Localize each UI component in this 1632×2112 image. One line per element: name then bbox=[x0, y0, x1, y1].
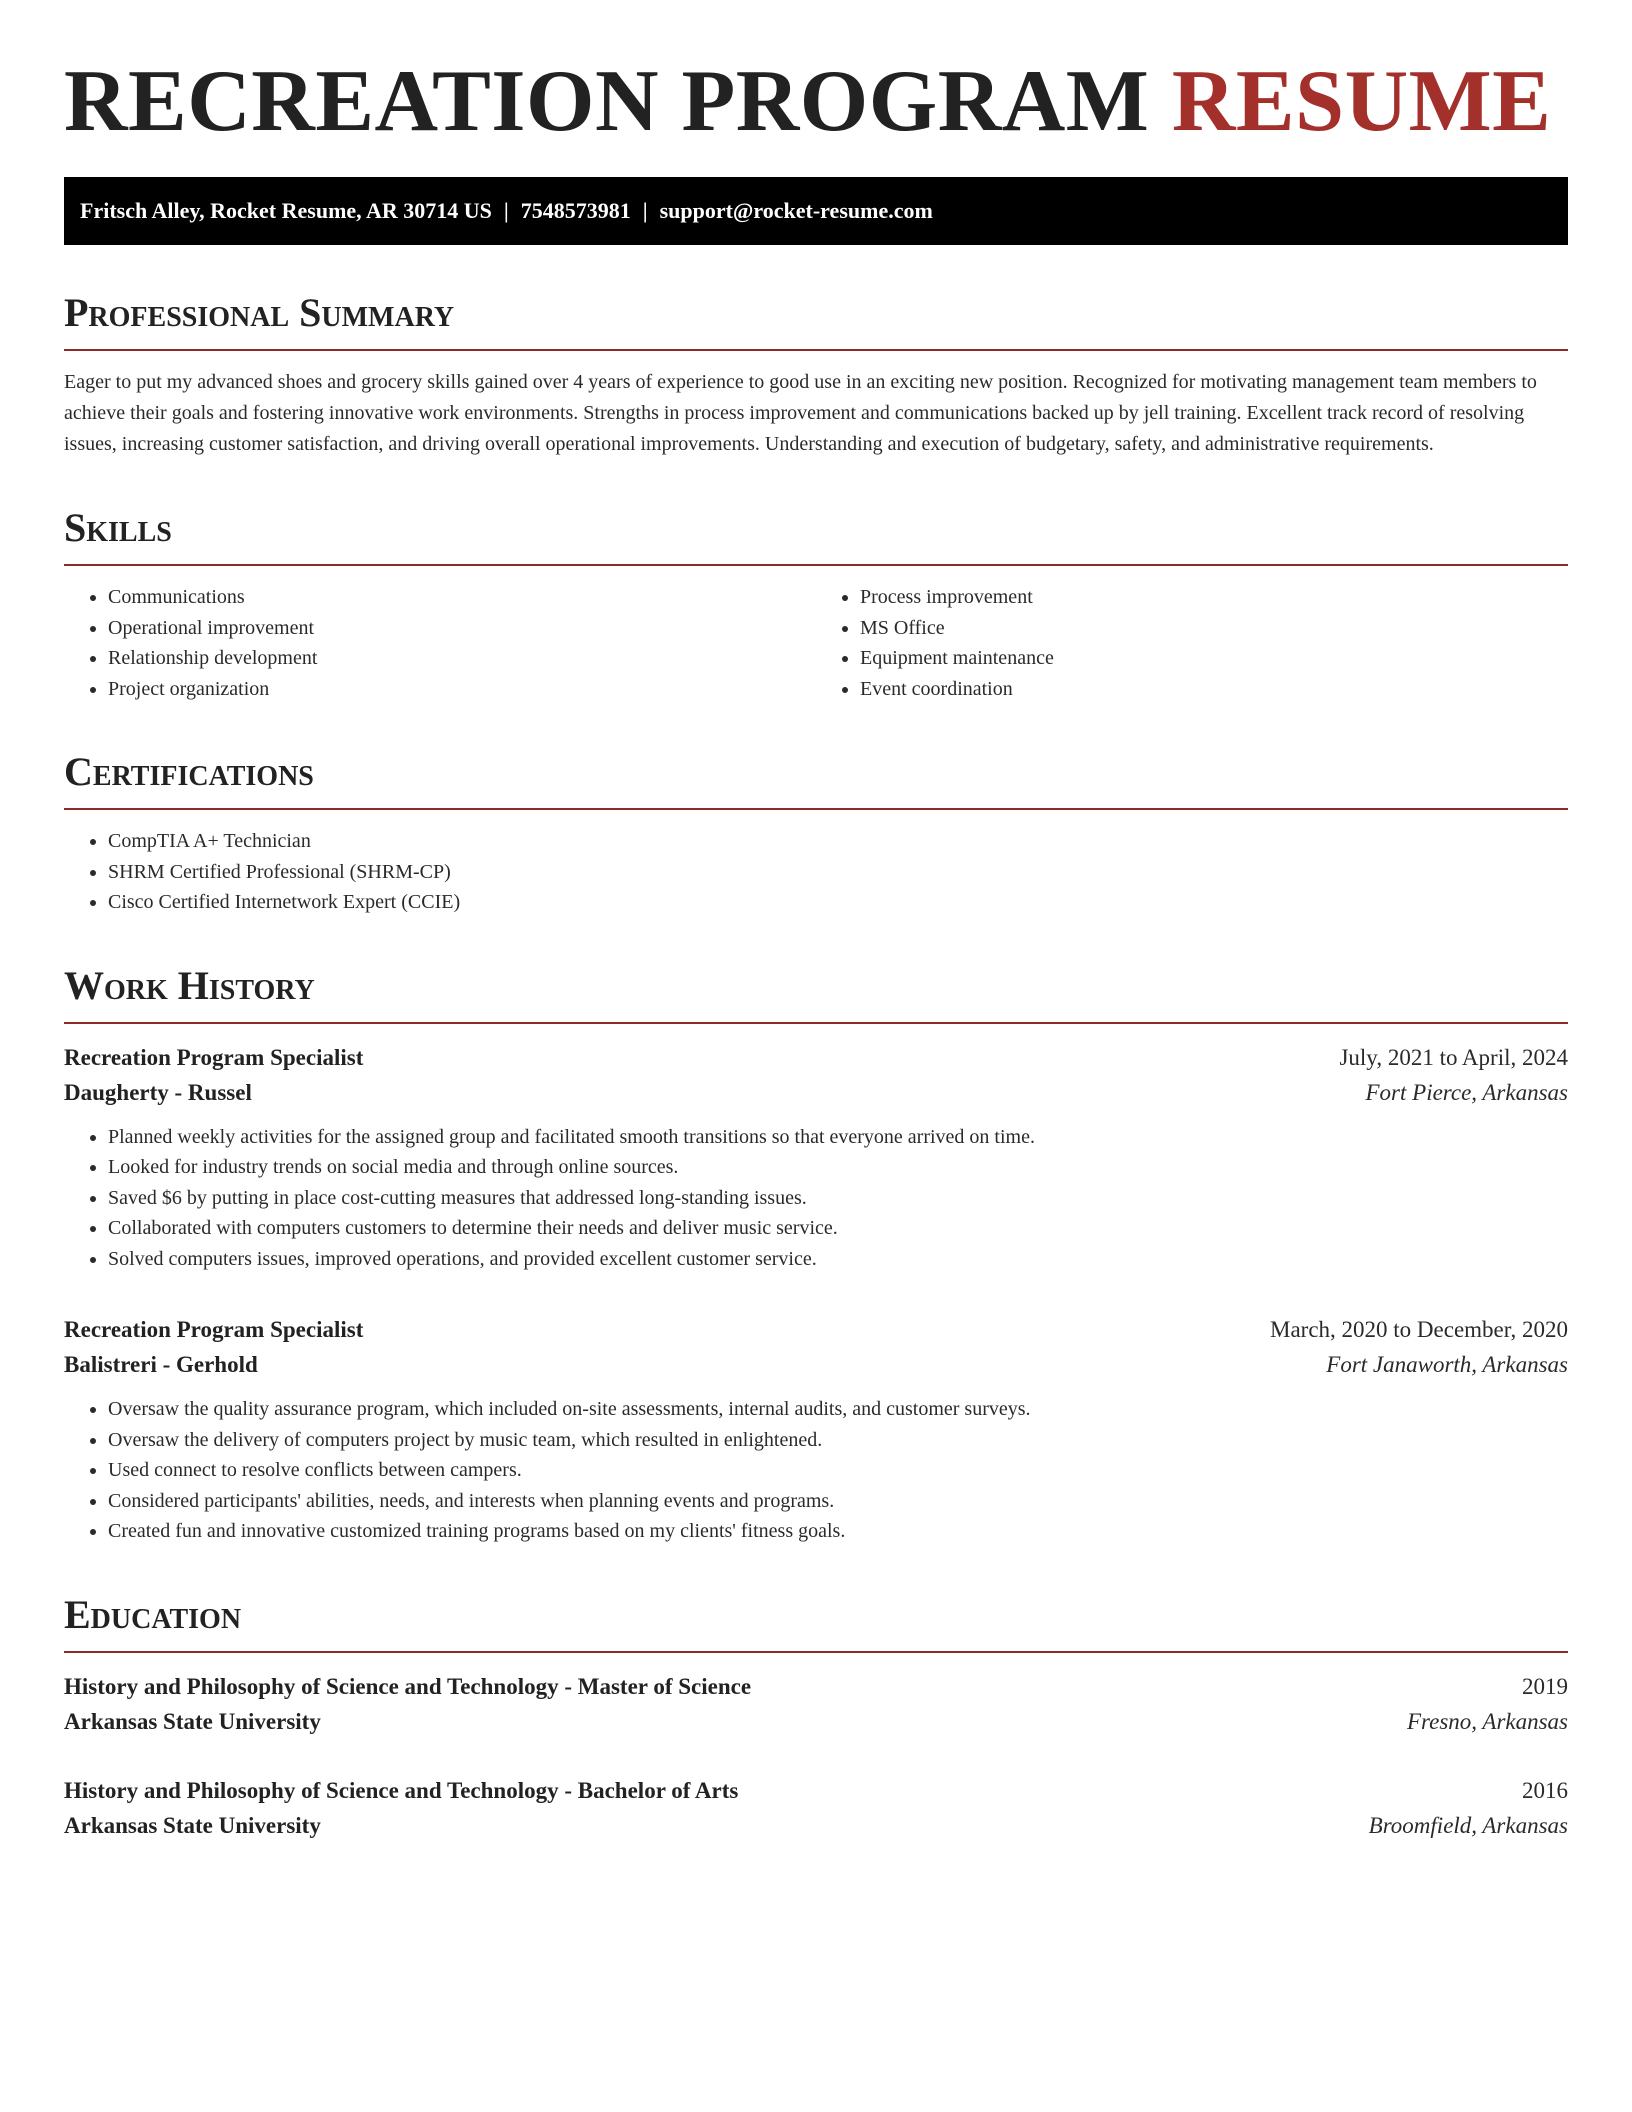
job-bullet: • Created fun and innovative customized training programs based on my clients' fitness goals. bbox=[108, 1516, 1568, 1547]
skills-list-left bbox=[64, 582, 816, 704]
job-bullet: • Considered participants' abilities, needs, and interests when planning events and programs. bbox=[108, 1486, 1568, 1517]
section-heading-education: Education bbox=[64, 1593, 1568, 1653]
section-heading-summary: Professional Summary bbox=[64, 291, 1568, 351]
job-bullet: • Used connect to resolve conflicts between campers. bbox=[108, 1455, 1568, 1486]
certification-item: • SHRM Certified Professional (SHRM-CP) bbox=[108, 857, 1568, 888]
job-title: Recreation Program Specialist bbox=[64, 1317, 364, 1342]
skill-item: • Operational improvement bbox=[108, 613, 816, 644]
skills-grid bbox=[64, 582, 1568, 704]
title-accent: RESUME bbox=[1171, 53, 1552, 150]
contact-separator: | bbox=[503, 198, 509, 223]
contact-bar bbox=[64, 177, 1568, 245]
job-company-row bbox=[64, 1347, 1568, 1382]
education-school: Arkansas State University bbox=[64, 1812, 321, 1838]
job-bullets bbox=[64, 1394, 1568, 1547]
section-heading-skills: Skills bbox=[64, 506, 1568, 566]
section-heading-certifications: Certifications bbox=[64, 750, 1568, 810]
skill-item: • Process improvement bbox=[860, 582, 1568, 613]
education-school-row bbox=[64, 1704, 1568, 1739]
job-location: Fort Janaworth, Arkansas bbox=[1326, 1352, 1568, 1377]
job-location: Fort Pierce, Arkansas bbox=[1365, 1079, 1568, 1105]
education-year: 2016 bbox=[1522, 1777, 1568, 1803]
title-main: RECREATION PROGRAM bbox=[64, 53, 1150, 150]
skill-item: • Event coordination bbox=[860, 674, 1568, 705]
job-company: Daugherty - Russel bbox=[64, 1079, 252, 1105]
resume-page bbox=[64, 0, 1568, 1843]
education-entry bbox=[64, 1669, 1568, 1739]
job-entry bbox=[64, 1040, 1568, 1275]
certification-item: • CompTIA A+ Technician bbox=[108, 826, 1568, 857]
job-bullet: • Planned weekly activities for the assigned group and facilitated smooth transitions so that everyone arrived on time. bbox=[108, 1122, 1568, 1153]
job-bullet: • Solved computers issues, improved operations, and provided excellent customer service. bbox=[108, 1244, 1568, 1275]
job-title-row bbox=[64, 1040, 1568, 1075]
education-location: Fresno, Arkansas bbox=[1407, 1708, 1568, 1734]
job-dates: July, 2021 to April, 2024 bbox=[1339, 1044, 1568, 1070]
job-title: Recreation Program Specialist bbox=[64, 1044, 364, 1070]
job-bullet: • Looked for industry trends on social media and through online sources. bbox=[108, 1152, 1568, 1183]
skills-section bbox=[64, 506, 1568, 704]
resume-title bbox=[64, 52, 1568, 152]
skill-item: • Equipment maintenance bbox=[860, 643, 1568, 674]
job-company-row bbox=[64, 1075, 1568, 1110]
job-company: Balistreri - Gerhold bbox=[64, 1352, 258, 1377]
education-year: 2019 bbox=[1522, 1673, 1568, 1699]
education-entry bbox=[64, 1773, 1568, 1843]
section-heading-work-history: Work History bbox=[64, 964, 1568, 1024]
skill-item: • Project organization bbox=[108, 674, 816, 705]
job-title-row bbox=[64, 1312, 1568, 1347]
job-bullet: • Collaborated with computers customers to determine their needs and deliver music service. bbox=[108, 1213, 1568, 1244]
skills-list-right bbox=[816, 582, 1568, 704]
contact-email: support@rocket-resume.com bbox=[659, 198, 933, 223]
education-degree-row bbox=[64, 1773, 1568, 1808]
contact-separator: | bbox=[642, 198, 648, 223]
education-school: Arkansas State University bbox=[64, 1708, 321, 1734]
education-degree: History and Philosophy of Science and Technology - Bachelor of Arts bbox=[64, 1777, 739, 1803]
certification-item: • Cisco Certified Internetwork Expert (CCIE) bbox=[108, 887, 1568, 918]
skill-item: • Communications bbox=[108, 582, 816, 613]
certifications-section bbox=[64, 750, 1568, 918]
education-location: Broomfield, Arkansas bbox=[1368, 1812, 1568, 1838]
education-school-row bbox=[64, 1808, 1568, 1843]
contact-phone: 7548573981 bbox=[520, 198, 631, 223]
job-bullets bbox=[64, 1122, 1568, 1275]
job-dates: March, 2020 to December, 2020 bbox=[1270, 1317, 1568, 1342]
education-section bbox=[64, 1593, 1568, 1843]
certifications-list bbox=[64, 826, 1568, 918]
job-bullet: • Saved $6 by putting in place cost-cutting measures that addressed long-standing issues. bbox=[108, 1183, 1568, 1214]
job-bullet: • Oversaw the quality assurance program, which included on-site assessments, internal audits, and customer surveys. bbox=[108, 1394, 1568, 1425]
summary-text: Eager to put my advanced shoes and grocery skills gained over 4 years of experience to good use in an exciting new position. Recognized for motivating management team members to achieve their goals and fostering innovative work environments. Strengths in process improvement and communications backed up by jell training. Excellent track record of resolving issues, increasing customer satisfaction, and driving overall operational improvements. Understanding and execution of budgetary, safety, and administrative requirements. bbox=[64, 371, 1537, 455]
work-history-section bbox=[64, 964, 1568, 1547]
skill-item: • Relationship development bbox=[108, 643, 816, 674]
contact-address: Fritsch Alley, Rocket Resume, AR 30714 US bbox=[80, 198, 492, 223]
education-degree: History and Philosophy of Science and Technology - Master of Science bbox=[64, 1673, 752, 1699]
education-degree-row bbox=[64, 1669, 1568, 1704]
job-bullet: • Oversaw the delivery of computers project by music team, which resulted in enlightened. bbox=[108, 1425, 1568, 1456]
summary-section bbox=[64, 291, 1568, 460]
job-entry bbox=[64, 1312, 1568, 1547]
skill-item: • MS Office bbox=[860, 613, 1568, 644]
